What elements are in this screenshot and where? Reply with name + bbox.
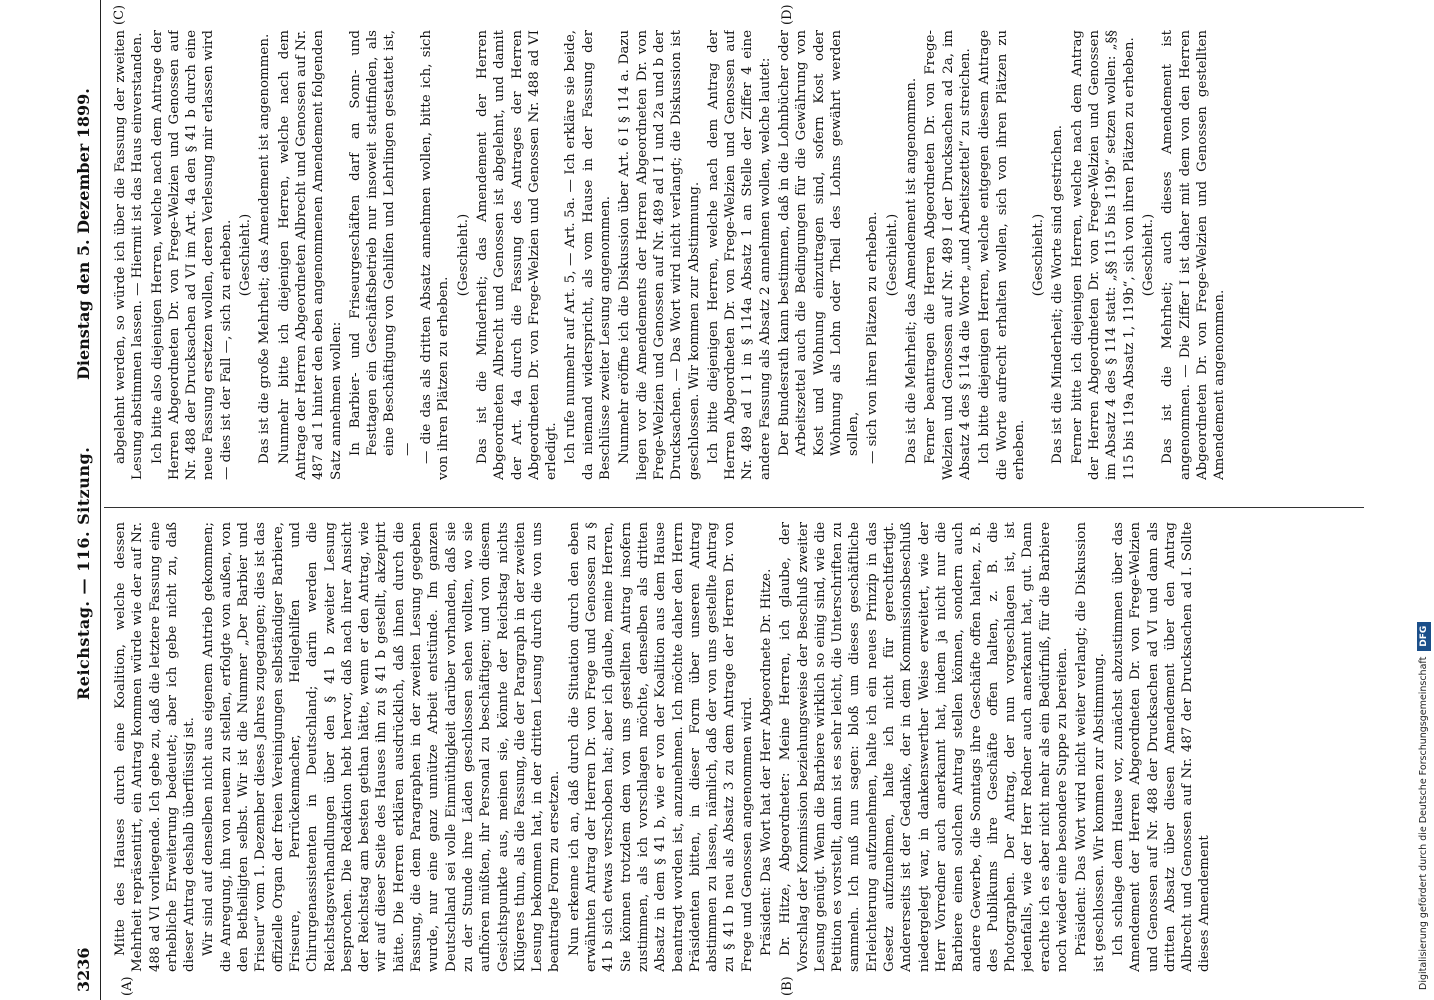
right-paragraph: abgelehnt werden, so würde ich über die Fassung der zweiten Lesung abstimmen lassen. — Hiermit ist das Haus einverstanden. <box>113 30 146 480</box>
right-paragraph: Der Bundesrath kann bestimmen, daß in die Lohnbücher oder Arbeitszettel auch die Bedingungen für die Gewährung von Kost und Wohnung einzutragen sind, sofern Kost oder Wohnung als Lohn oder Theil des Lohns gewährt werden sollen, <box>776 30 862 456</box>
column-divider <box>104 507 1364 508</box>
credit-text: Digitalisierung gefördert durch die Deutsche Forschungsgemeinschaft <box>1418 656 1429 990</box>
digitization-credit <box>1416 10 1432 990</box>
left-paragraph: Dr. Hitze, Abgeordneter: Meine Herren, ich glaube, der Vorschlag der Kommission beziehungsweise der Beschluß zweiter Lesung genügt. Wenn die Barbiere wirklich so einig sind, wie die Petition es vorstellt, dann ist es sehr leicht, die Unterschriften zu sammeln. Ich muß nun sagen: bloß um dieses geschäftliche Erleichterung aufzunehmen, halte ich ein neues Prinzip in das Gesetz aufzunehmen, halte ich nicht für gerechtfertigt. Andererseits ist der Gedanke, der in dem Kommissionsbeschluß niedergelegt war, in dankenswerther Weise erweitert, wie der Herr Vorredner auch anerkannt hat, indem ja nicht nur die Barbiere einen solchen Antrag stellen können, sondern auch andere Gewerbe, die Sonntags ihre Geschäfte offen halten, z. B. des Publikums ihre Geschäfte offen halten, z. B. die Photographen. Der Antrag, der nun vorgeschlagen ist, ist jedenfalls, wie der Herr Redner auch anerkannt hat, gut. Dann erachte ich es aber nicht mehr als ein Bedürfniß, für die Barbiere noch wieder eine besondere Suppe zu bereiten. <box>778 522 1071 972</box>
right-paragraph: Nunmehr eröffne ich die Diskussion über Art. 6 I § 114 a. Dazu liegen vor die Amendements der Herren Abgeordneten Dr. von Frege-Welzien und Genossen auf Nr. 489 ad I 1 und 2a und b der Drucksachen. — Das Wort wird nicht verlangt; die Diskussion ist geschlossen. Wir kommen zur Abstimmung. <box>617 30 702 480</box>
right-paragraph: (Geschieht.) <box>1031 213 1047 297</box>
left-paragraph: Ich schlage dem Hause vor, zunächst abzustimmen über das Amendement der Herren Abgeordneten Dr. von Frege-Welzien und Genossen auf Nr. 488 der Drucksachen ad VI und dann als dritten Absatz über diesen Amendement über den Antrag Albrecht und Genossen auf Nr. 487 der Drucksachen ad I. Sollte dieses Amendement <box>1110 522 1213 972</box>
right-paragraph: (Geschieht.) <box>238 213 254 297</box>
right-paragraph: Nunmehr bitte ich diejenigen Herren, welche nach dem Antrage der Herren Abgeordneten Albrecht und Genossen auf Nr. 487 ad 1 hinter den eben angenommenen Amendement folgenden Satz annehmen wollen: <box>276 30 344 480</box>
right-paragraph: Das ist die Minderheit; die Worte sind gestrichen. <box>1050 124 1066 464</box>
rotated-page <box>60 0 1380 1000</box>
margin-marker-d: (D) <box>780 4 795 25</box>
right-column <box>112 30 1367 480</box>
right-paragraph: In Barbier- und Friseurgeschäften darf an Sonn- und Festtagen ein Geschäftsbetrieb nur insoweit stattfinden, als eine Beschäftigung von Gehilfen und Lehrlingen gestattet ist, — <box>347 30 415 456</box>
left-paragraph: Wir sind auf denselben nicht aus eigenem Antrieb gekommen; die Anregung, ihn von neuem zu stellen, erfolgte von außen, von den Betheiligten selbst. Wir ist die Nummer „Der Barbier und Friseur“ vom 1. Dezember dieses Jahres zugegangen; dies ist das offizielle Organ der freien Vereinigungen selbständiger Barbiere, Friseure, Perrückenmacher, Heilgehilfen und Chirurgenassistenten in Deutschland; darin werden die Reichstagsverhandlungen über den § 41 b zweiter Lesung besprochen. Die Redaktion hebt hervor, daß nach ihrer Ansicht der Reichstag am besten gethan hätte, wenn er den Antrag, wie wir auf dieser Seite des Hauses ihn zu § 41 b gestellt, akzeptirt hätte. Die Herren erklären ausdrücklich, daß ihnen durch die Fassung, die dem Paragraphen in der zweiten Lesung gegeben wurde, nur eine ganz unnütze Arbeit entstünde. Im ganzen Deutschland sei volle Einmüthigkeit darüber vorhanden, daß sie zu der Stunde ihre Läden geschlossen sehen wollten, wo sie aufhören müßten, ihr Personal zu beschäftigen; und von diesem Gesichtspunkte aus, meinen sie, könnte der Reichstag nichts Klügeres thun, als die Fassung, die der Paragraph in der zweiten Lesung bekommen hat, in der dritten Lesung durch die von uns beantragte Form zu ersetzen. <box>201 522 563 972</box>
left-column <box>112 522 1367 972</box>
left-paragraph: Nun erkenne ich an, daß durch die Situation durch den eben erwähnten Antrag der Herren Dr. von Frege und Genossen zu § 41 b sich etwas verschoben hat; aber ich glaube, meine Herren, Sie können trotzdem dem von uns gestellten Antrag insofern zustimmen, als ich vorschlagen möchte, denselben als dritten Absatz in dem § 41 b, wie er von der Koalition aus dem Hause beantragt worden ist, anzunehmen. Ich möchte daher den Herrn Präsidenten bitten, in dieser Form über unseren Antrag abstimmen zu lassen, nämlich, daß der von uns gestellte Antrag zu § 41 b neu als Absatz 3 zu dem Antrage der Herren Dr. von Frege und Genossen angenommen wird. <box>566 522 755 972</box>
right-paragraph: Das ist die Minderheit; das Amendement der Herren Abgeordneten Albrecht und Genossen ist abgelehnt, und damit der Art. 4a durch die Fassung des Antrages der Herren Abgeordneten Dr. von Frege-Welzien und Genossen Nr. 488 ad VI erledigt. <box>474 30 560 480</box>
session-title: Reichstag. — 116. Sitzung. <box>74 446 93 700</box>
session-date: Dienstag den 5. Dezember 1899. <box>74 88 93 380</box>
right-paragraph: (Geschieht.) <box>1140 213 1156 297</box>
right-paragraph: Das ist die Mehrheit; das Amendement ist angenommen. <box>904 77 920 464</box>
left-paragraph: Präsident: Das Wort hat der Herr Abgeordnete Dr. Hitze. <box>758 568 774 956</box>
left-paragraph: Mitte des Hauses durch eine Koalition, welche dessen Mehrheit repräsentirt, ein Antrag kommen würde wie der auf Nr. 488 ad VI vorliegende. Ich gebe zu, daß die letztere Fassung eine erhebliche Erweiterung bedeutet; aber ich gebe nicht zu, daß dieser Antrag deshalb überflüssig ist. <box>113 522 198 972</box>
margin-marker-c: (C) <box>112 4 127 25</box>
margin-marker-a: (A) <box>120 976 135 996</box>
left-paragraph: Präsident: Das Wort wird nicht weiter verlangt; die Diskussion ist geschlossen. Wir kommen zur Abstimmung. <box>1074 522 1107 972</box>
margin-marker-b: (B) <box>780 976 795 996</box>
right-paragraph: (Geschieht.) <box>884 213 900 297</box>
right-paragraph: (Geschieht.) <box>455 213 471 297</box>
dfg-logo: DFG <box>1417 622 1431 651</box>
page-header <box>60 0 101 1000</box>
right-paragraph: Ich rufe nunmehr auf Art. 5, — Art. 5a. — Ich erkläre sie beide, da niemand widerspricht, als vom Hause in der Fassung der Beschlüsse zweiter Lesung angenommen. <box>563 30 614 480</box>
right-paragraph: Ferner bitte ich diejenigen Herren, welche nach dem Antrag der Herren Abgeordneten Dr. von Frege-Welzien und Genossen im Absatz 4 des § 114 statt: „§§ 115 bis 119b“ setzen wollen: „§§ 115 bis 119a Absatz 1, 119b“, sich von ihren Plätzen zu erheben. <box>1069 30 1137 480</box>
right-paragraph: — sich von ihren Plätzen zu erheben. <box>865 211 881 464</box>
right-paragraph: Ich bitte also diejenigen Herren, welche nach dem Antrage der Herren Abgeordneten Dr. von Frege-Welzien und Genossen auf Nr. 488 der Drucksachen ad VI im Art. 4a den § 41 b durch eine neue Fassung ersetzen wollen, deren Verlesung mir erlassen wird — dies ist der Fall —, sich zu erheben. <box>149 30 234 480</box>
right-paragraph: Das ist die große Mehrheit; das Amendement ist angenommen. <box>257 33 273 464</box>
right-paragraph: Ich bitte diejenigen Herren, welche nach dem Antrag der Herren Abgeordneten Dr. von Frege-Welzien und Genossen auf Nr. 489 ad I 1 in § 114a Absatz 1 an Stelle der Ziffer 4 eine andere Fassung als Absatz 2 annehmen wollen, welche lautet: <box>705 30 773 480</box>
right-paragraph: — die das als dritten Absatz annehmen wollen, bitte ich, sich von ihren Plätzen zu erheben. <box>419 30 452 480</box>
right-paragraph: Ferner beantragen die Herren Abgeordneten Dr. von Frege-Welzien und Genossen auf Nr. 489 I der Drucksachen ad 2a, im Absatz 4 des § 114a die Worte „und Arbeitszettel“ zu streichen. <box>923 30 973 480</box>
right-paragraph: Das ist die Mehrheit; auch dieses Amendement ist angenommen. — Die Ziffer I ist daher mit dem von den Herren Abgeordneten Dr. von Frege-Welzien und Genossen gestellten Amendement angenommen. <box>1160 30 1228 480</box>
page-number: 3236 <box>74 947 93 992</box>
right-paragraph: Ich bitte diejenigen Herren, welche entgegen diesem Antrage die Worte aufrecht erhalten wollen, sich von ihren Plätzen zu erheben. <box>977 30 1027 480</box>
